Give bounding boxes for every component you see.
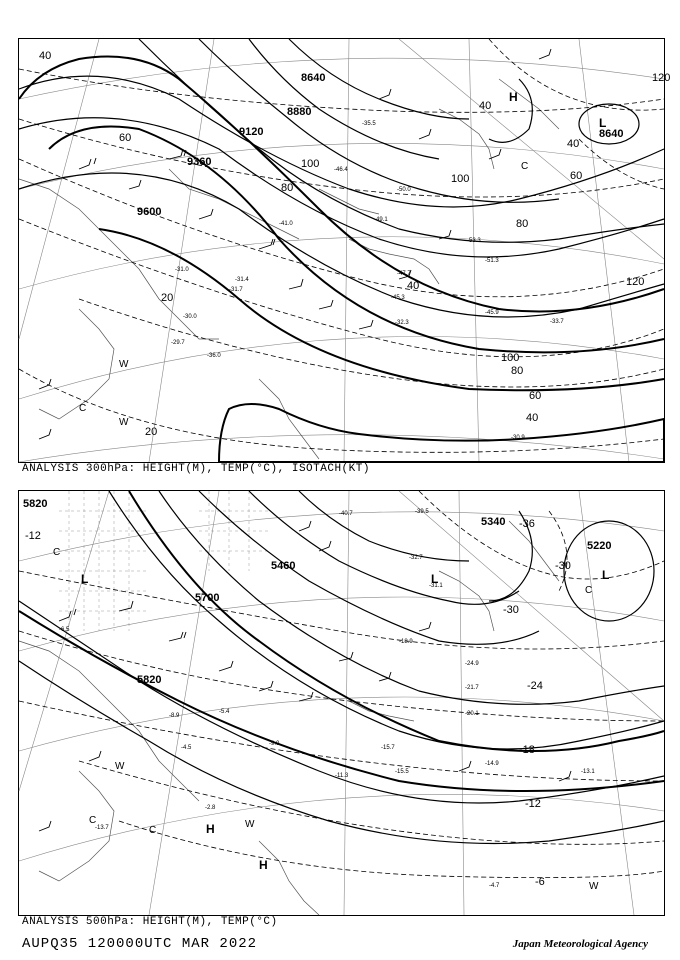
temp-label: -35.5 (362, 121, 376, 127)
chart-identifier: AUPQ35 120000UTC MAR 2022 (22, 936, 258, 952)
temp-label: -24.9 (465, 661, 479, 667)
isotherm-label: -24 (527, 680, 543, 692)
hatched-area-500 (59, 491, 269, 631)
temp-label: -33.7 (550, 319, 564, 325)
isotach-label: 40 (567, 138, 580, 150)
low-pressure-center: L (602, 568, 610, 582)
caption-300hpa: ANALYSIS 300hPa: HEIGHT(M), TEMP(°C), ISOTACH(KT) (22, 463, 370, 475)
temp-label: -29.7 (171, 340, 185, 346)
warm-marker: W (115, 761, 125, 772)
temp-label: -46.4 (334, 167, 348, 173)
temp-label: -53.3 (467, 238, 481, 244)
temp-label: -6.5 (59, 627, 70, 633)
temp-label: -13.7 (95, 825, 109, 831)
height-label: 5700 (195, 592, 220, 604)
high-pressure-center: H (509, 90, 518, 104)
map-500hpa (18, 490, 665, 916)
height-label: 9360 (187, 156, 212, 168)
temp-label: -51.3 (485, 258, 499, 264)
low-pressure-center: L (599, 116, 607, 130)
high-pressure-center: H (259, 858, 268, 872)
isotach-label: 20 (145, 426, 158, 438)
cold-marker: C (89, 815, 97, 826)
map-300hpa (18, 38, 671, 463)
isotach-label: 40 (526, 412, 539, 424)
isotach-label: 100 (301, 158, 320, 170)
temp-label: -4.5 (181, 745, 192, 751)
temp-label: -32.7 (409, 555, 423, 561)
wind-barbs-500 (39, 521, 571, 831)
temp-label: -40.7 (339, 511, 353, 517)
isotherm-label: -30 (555, 560, 571, 572)
isotach-label: 20 (161, 292, 174, 304)
isotach-labels-300 (39, 50, 670, 438)
isotherm-label: -36 (519, 518, 535, 530)
cold-marker: C (585, 585, 593, 596)
isotach-contours-300 (19, 57, 664, 463)
temp-label: -14.9 (485, 761, 499, 767)
height-label: 8640 (599, 128, 624, 140)
isotherm-label: -18 (519, 744, 535, 756)
low-pressure-center: L (431, 572, 439, 586)
isotach-label: 40 (39, 50, 52, 62)
warm-marker: W (119, 359, 129, 370)
isotherm-label: -6 (535, 876, 545, 888)
isotach-label: 40 (407, 280, 420, 292)
temp-label: -11.3 (335, 773, 349, 779)
isotach-label: 80 (281, 182, 294, 194)
low-pressure-center: L (81, 572, 89, 586)
map-300hpa-canvas (19, 39, 671, 462)
main-contour-500 (19, 491, 664, 791)
temp-label: -31.4 (235, 277, 249, 283)
temp-label: -45.3 (391, 295, 405, 301)
temp-label: -41.0 (279, 221, 293, 227)
temp-label: -5.4 (219, 709, 230, 715)
warm-marker: W (119, 417, 129, 428)
temp-label: -36.0 (207, 353, 221, 359)
isotach-label: 80 (516, 218, 529, 230)
temp-label: -2.8 (205, 805, 216, 811)
cold-marker: C (149, 825, 157, 836)
temp-label: -50.0 (397, 187, 411, 193)
isotherms-500 (19, 491, 664, 878)
temp-label: -49.1 (374, 217, 388, 223)
temp-label: -21.7 (465, 685, 479, 691)
high-pressure-center: H (206, 822, 215, 836)
isotach-label: 120 (652, 72, 671, 84)
height-label: 5820 (23, 498, 48, 510)
temp-label: -30.0 (183, 314, 197, 320)
temp-label: -32.3 (395, 320, 409, 326)
isotach-label: 100 (451, 173, 470, 185)
cold-marker: C (79, 403, 87, 414)
temp-label: -31.1 (429, 583, 443, 589)
temp-label: -18.9 (399, 639, 413, 645)
height-label: 5820 (137, 674, 162, 686)
isotach-label: 120 (626, 276, 645, 288)
height-label: 9600 (137, 206, 162, 218)
isotach-label: 100 (501, 352, 520, 364)
cold-marker: C (53, 547, 61, 558)
map-500hpa-canvas (19, 491, 664, 915)
temp-label: -9.0 (269, 741, 280, 747)
agency-credit: Japan Meteorological Agency (512, 938, 648, 950)
temp-label: -20.1 (465, 711, 479, 717)
temp-label: -30.9 (511, 435, 525, 441)
height-label: 9120 (239, 126, 264, 138)
graticule-500 (19, 491, 664, 915)
isotach-label: 60 (529, 390, 542, 402)
isotach-label: 60 (119, 132, 132, 144)
height-label: 5340 (481, 516, 506, 528)
isotach-label: 80 (511, 365, 524, 377)
isotach-label: 40 (479, 100, 492, 112)
temp-label: -45.9 (485, 310, 499, 316)
height-label: 5220 (587, 540, 612, 552)
height-label: 8640 (301, 72, 326, 84)
isotherm-label: -30 (503, 604, 519, 616)
cold-marker: C (521, 161, 529, 172)
temp-label: -47.7 (397, 271, 411, 277)
isotherm-label: -12 (525, 798, 541, 810)
centers-300 (79, 90, 606, 428)
warm-marker: W (245, 819, 255, 830)
temp-label: -4.7 (489, 883, 500, 889)
isotach-label: 60 (570, 170, 583, 182)
temp-label: -31.7 (229, 287, 243, 293)
warm-marker: W (589, 881, 599, 892)
temp-label: -39.5 (415, 509, 429, 515)
temp-label: -8.9 (169, 713, 180, 719)
temp-label: -13.1 (581, 769, 595, 775)
height-label: 5460 (271, 560, 296, 572)
height-label: 8880 (287, 106, 312, 118)
isotherm-label: -12 (25, 530, 41, 542)
temp-label: -15.7 (381, 745, 395, 751)
graticule-300 (19, 39, 664, 462)
caption-500hpa: ANALYSIS 500hPa: HEIGHT(M), TEMP(°C) (22, 916, 278, 928)
temp-label: -15.5 (395, 769, 409, 775)
temp-label: -31.0 (175, 267, 189, 273)
